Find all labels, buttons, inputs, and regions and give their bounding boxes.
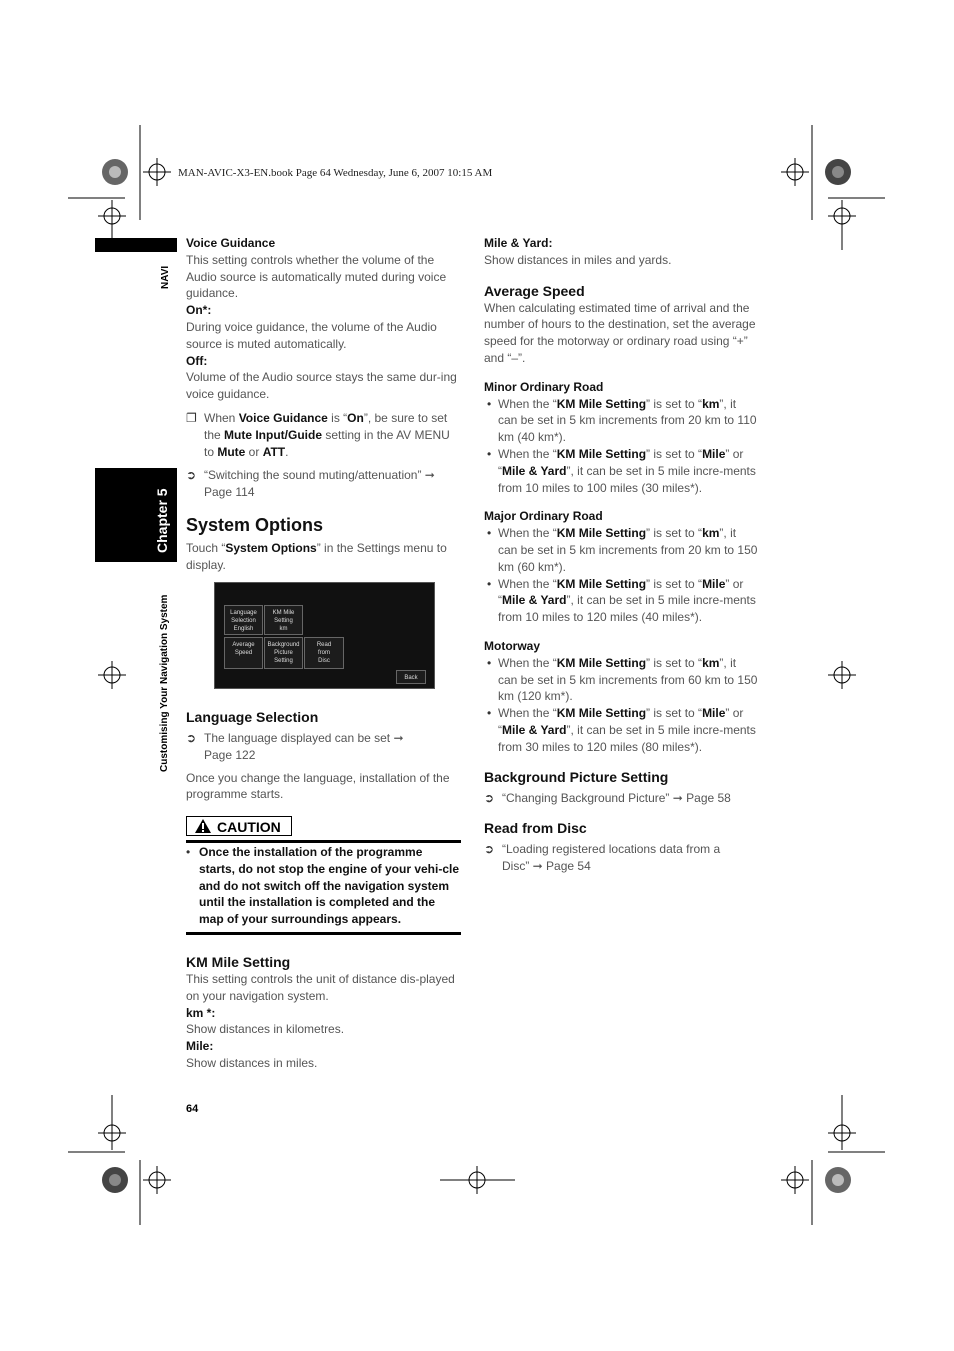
system-options-screen [214,582,435,689]
caution-item [186,844,461,928]
on-label: On*: [186,303,212,318]
minor-mile-item [484,446,758,496]
bullet: • [487,706,492,721]
text: When the “ [498,655,557,670]
km-mile-heading: KM Mile Setting [186,954,291,970]
ref-language[interactable] [186,730,462,764]
print-header: MAN-AVIC-X3-EN.book Page 64 Wednesday, June 6, 2007 10:15 AM [178,167,493,179]
mile-text: Show distances in miles. [186,1055,318,1070]
voice-guidance-text: This setting controls whether the volume of the Audio source is automatically muted during voice guidance. [186,252,447,301]
text: ”, it can be set in 5 km increments from 60 km to 150 km (120 km*). [498,655,758,704]
note-text: is “ [327,410,348,425]
bullet: • [487,576,492,591]
arrow-ref-icon: ➲ [484,842,495,857]
text: When the “ [498,526,557,541]
note-icon: ❐ [186,410,197,425]
bold: km [702,396,720,411]
off-text: Volume of the Audio source stays the same dur-ing voice guidance. [186,370,457,402]
average-speed-text: When calculating estimated time of arrival and the number of hours to the destination, set the average speed for the motorway or ordinary road using “+” and “–”. [484,300,756,365]
average-speed-heading: Average Speed [484,282,585,299]
ref-language-text[interactable]: The language displayed can be set ➞ Page 122 [204,731,404,762]
text: ” or “ [498,446,744,478]
bold: Mile [702,706,726,721]
section-label: Customising Your Navigation System [159,594,170,772]
text: ” or “ [498,706,744,737]
arrow-ref-icon: ➲ [186,731,197,745]
text: When the “ [498,396,557,411]
text: ”, it can be set in 5 km increments from 20 km to 110 km (40 km*). [498,396,757,445]
mile-yard-label: Mile & Yard: [484,236,553,250]
tile-average-speed[interactable] [224,637,263,669]
left-column-lower [186,708,462,803]
text: ” is set to “ [646,706,703,721]
tile-line: Average [232,642,255,648]
language-selection-heading: Language Selection [186,709,319,725]
caution-rule-bottom [186,932,461,935]
arrow-ref-icon: ➲ [484,790,495,805]
system-options-text-part: Touch “ [186,540,226,555]
note-bold: Mute Input/Guide [224,427,323,442]
text: ”, it can be set in 5 mile incre-ments from 10 miles to 100 miles (30 miles*). [498,463,756,495]
note-text: setting in the AV MENU to [204,427,450,459]
tile-line: Speed [234,650,253,656]
tile-line: Setting [274,618,293,624]
bullet: • [487,526,492,541]
tile-line: km [279,626,288,632]
text: ”, it can be set in 5 mile incre-ments from 10 miles to 120 miles (40 miles*). [498,593,756,625]
km-mile-text: This setting controls the unit of distance dis-played on your navigation system. [186,972,455,1003]
caution-label: CAUTION [217,819,281,835]
note-text: . [285,444,289,459]
bold: Mile [702,446,726,461]
ref-background[interactable] [484,790,758,807]
note-text: ”, be sure to set the [204,410,448,442]
page-number: 64 [186,1103,199,1115]
language-selection-text: Once you change the language, installation of the programme starts. [186,770,450,802]
note-bold: Mute [217,444,246,459]
text: ” is set to “ [646,655,703,670]
bold: KM Mile Setting [556,526,647,541]
note-bold: Voice Guidance [238,410,328,425]
tile-line: Setting [274,658,293,664]
tile-line: English [233,626,254,632]
bullet: • [487,655,492,670]
note-mute [186,410,462,460]
tile-line: Selection [231,618,256,624]
km-text: Show distances in kilometres. [186,1022,345,1037]
bold: KM Mile Setting [556,706,647,721]
minor-km-item [484,396,758,446]
text: When the “ [498,706,557,721]
bullet: • [186,845,191,859]
back-button[interactable]: Back [396,670,426,684]
note-bold: On [347,410,364,425]
navi-bar [95,238,177,252]
bold: km [702,526,720,541]
navi-tab-label: NAVI [160,265,171,289]
tile-line: KM Mile [272,610,295,616]
text: ” is set to “ [646,396,703,411]
ref-muting-text[interactable]: “Switching the sound muting/attenuation” ➞ Page 114 [204,468,435,500]
right-column [484,235,758,875]
ref-read-disc[interactable] [484,841,758,875]
tile-km-mile-setting[interactable] [264,605,303,635]
warning-icon [194,818,212,834]
ref-read-disc-text[interactable]: “Loading registered locations data from a Disc” ➞ Page 54 [502,842,721,874]
bold: Mile & Yard [502,593,567,608]
text: When the “ [498,576,557,591]
off-label: Off: [186,353,208,368]
note-bold: ATT [262,444,286,459]
note-text: or [245,444,263,459]
system-options-bold: System Options [225,540,317,555]
tile-language-selection[interactable] [224,605,263,635]
text: ” is set to “ [646,526,703,541]
bullet: • [487,396,492,411]
text: When the “ [498,446,557,461]
caution-text: Once the installation of the programme starts, do not stop the engine of your vehi-cle and do not switch off the navigation system until the installation is completed and the map of your surroundings appears. [199,845,460,927]
bold: km [702,655,720,670]
motorway-heading: Motorway [484,638,541,653]
bold: KM Mile Setting [556,576,647,591]
tile-read-from-disc[interactable] [304,637,344,669]
tile-background-picture[interactable] [264,637,303,669]
major-km-item [484,525,758,575]
on-text: During voice guidance, the volume of the Audio source is muted automatically. [186,319,437,351]
chapter-label: Chapter 5 [154,488,170,553]
motorway-km-item [484,655,758,705]
read-disc-heading: Read from Disc [484,820,587,837]
text: ”, it can be set in 5 km increments from 20 km to 150 km (60 km*). [498,526,758,574]
minor-road-heading: Minor Ordinary Road [484,379,604,394]
tile-line: Read [316,642,332,648]
note-text: When [204,410,239,425]
tile-line: Background [267,642,300,648]
ref-background-text[interactable]: “Changing Background Picture” ➞ Page 58 [502,790,731,805]
text: ”, it can be set in 5 mile incre-ments from 30 miles to 120 miles (80 miles*). [498,722,756,754]
tile-line: Language [230,610,257,616]
caution-rule-top [186,840,461,843]
bold: KM Mile Setting [556,655,647,670]
ref-muting[interactable] [186,467,462,501]
left-column [186,235,462,574]
tile-line: Disc [318,658,330,664]
background-heading: Background Picture Setting [484,768,669,785]
bold: KM Mile Setting [556,446,647,461]
bullet: • [487,446,492,461]
mile-yard-text: Show distances in miles and yards. [484,252,672,267]
km-mile-section [186,953,462,1072]
tile-line: Picture [274,650,293,656]
system-options-heading: System Options [186,514,324,535]
mile-label: Mile: [186,1039,214,1054]
major-road-heading: Major Ordinary Road [484,509,603,524]
major-mile-item [484,576,758,626]
text: ” is set to “ [646,576,703,591]
bold: Mile & Yard [502,722,567,737]
system-options-text-part: ” in the Settings menu to display. [186,540,447,572]
system-options-text [186,540,462,574]
bold: KM Mile Setting [556,396,647,411]
bold: Mile & Yard [502,463,567,478]
tile-line: from [318,650,330,656]
caution-label-box [186,816,292,836]
bold: Mile [702,576,726,591]
voice-guidance-heading: Voice Guidance [186,236,276,250]
text: ” or “ [498,576,744,608]
arrow-ref-icon: ➲ [186,468,197,483]
km-label: km *: [186,1005,216,1020]
text: ” is set to “ [646,446,703,461]
motorway-mile-item [484,705,758,755]
